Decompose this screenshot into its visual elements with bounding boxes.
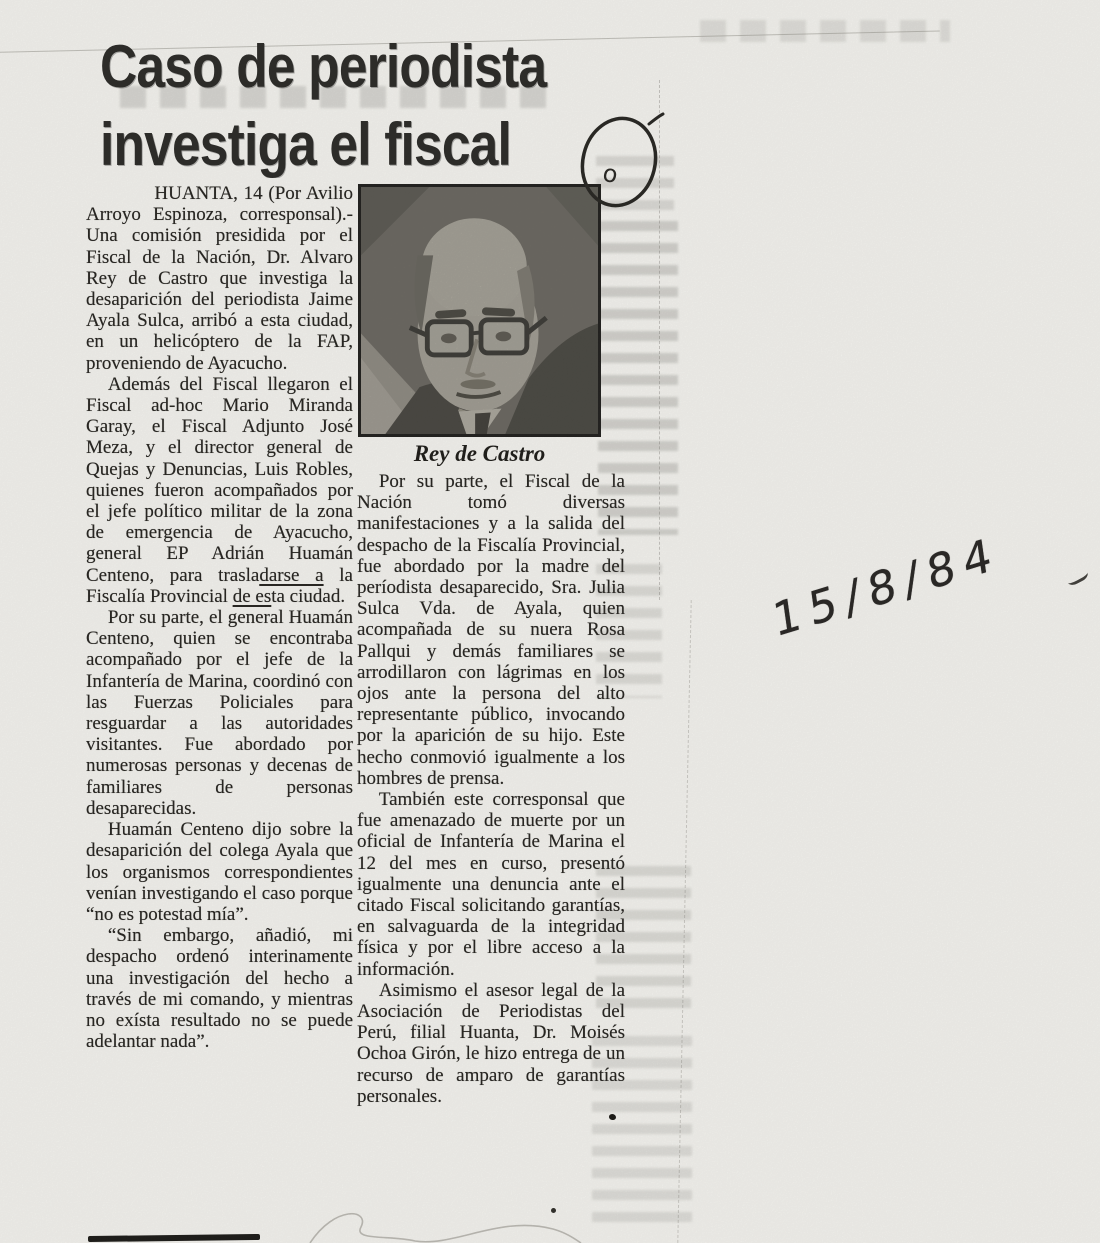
headline-line-2: investiga el fiscal bbox=[100, 111, 511, 178]
paragraph-text: la Fiscalía Provincial bbox=[86, 564, 353, 607]
headline-line-1: Caso de periodista bbox=[100, 33, 547, 100]
bleedthrough-text-fragment bbox=[596, 558, 662, 698]
article-column-2 bbox=[357, 471, 625, 1107]
ink-dot bbox=[609, 1114, 616, 1120]
photo-caption: Rey de Castro bbox=[413, 441, 546, 466]
article-column-1 bbox=[86, 183, 353, 1052]
pen-circle-letter: o bbox=[600, 158, 621, 190]
paragraph: Asimismo el asesor legal de la Asociación de Periodistas del Perú, filial Huanta, Dr. Moisés Ochoa Girón, le hizo entrega de un recurso de amparo de garantías personales. bbox=[357, 979, 625, 1107]
paragraph-dateline: HUANTA, 14 (Por Avilio Arroyo Espinoza, corresponsal).- Una comisión presidida por el Fiscal de la Nación, Dr. Alvaro Rey de Castro que investiga la desaparición del periodista Jaime Ayala Sulca, arribó a esta ciudad, en un helicóptero de la FAP, proveniendo de Ayacucho. bbox=[86, 183, 353, 374]
paragraph-text: Además del Fiscal llegaron el Fiscal ad-hoc Mario Miranda Garay, el Fiscal Adjunto José Meza, y el director general de Quejas y Denuncias, Luis Robles, quienes fueron acompañados por el jefe político militar de la zona de emergencia de Ayacucho, general EP Adrián Huamán Centeno, para trasla bbox=[86, 373, 353, 586]
pen-tick-mark bbox=[1064, 566, 1090, 588]
paragraph bbox=[86, 374, 353, 607]
bleedthrough-text-fragment bbox=[592, 1030, 692, 1230]
paragraph: Huamán Centeno dijo sobre la desaparición del colega Ayala que los organismos correspondientes venían investigando el caso porque “no es potestad mía”. bbox=[86, 819, 353, 925]
paragraph: Por su parte, el Fiscal de la Nación tomó diversas manifestaciones y a la salida del despacho de la Fiscalía Provincial, fue abordado por la madre del períodista desaparecido, Sra. Julia Sulca Vda. de Ayala, quien acompañada de su nuera Rosa Pallqui y demás familiares se arrodillaron con lágrimas en los ojos ante la persona del alto representante público, invocando por la aparición de su hijo. Este hecho conmovió igualmente a los hombres de prensa. bbox=[357, 471, 625, 789]
article-headline bbox=[100, 28, 619, 184]
bleedthrough-text-fragment bbox=[596, 860, 691, 1010]
handwritten-date: 15/8/84 bbox=[769, 525, 1004, 648]
paragraph-text: ta ciudad. bbox=[271, 585, 346, 607]
circled-pen-annotation bbox=[575, 112, 665, 212]
ink-bar-artifact bbox=[88, 1234, 260, 1242]
paragraph: “Sin embargo, añadió, mi despacho ordenó interinamente una investigación del hecho a través de mi comando, y mientras no exísta resultado no se puede adelantar nada”. bbox=[86, 925, 353, 1053]
pen-underlined-text: darse a bbox=[259, 564, 324, 586]
halftone-portrait bbox=[361, 187, 598, 434]
ink-dot bbox=[551, 1208, 556, 1213]
portrait-photo-rey-de-castro bbox=[358, 184, 601, 437]
paragraph: Por su parte, el general Huamán Centeno, quien se encontraba acompañado por el jefe de la Infantería de Marina, coordinó con las Fuerzas Policiales para resguardar a las autoridades visitantes. Fue abordado por numerosas personas y decenas de familiares de personas desaparecidas. bbox=[86, 607, 353, 819]
bleedthrough-text-fragment bbox=[598, 215, 678, 535]
paragraph: También este corresponsal que fue amenazado de muerte por un oficial de Infantería de Marina el 12 del mes en curso, presentó igualmente una denuncia ante el citado Fiscal solicitando garantías, en salvaguarda de la integridad física y por el libre acceso a la información. bbox=[357, 789, 625, 980]
pen-squiggle bbox=[295, 1195, 585, 1243]
pen-underlined-text: de es bbox=[232, 585, 272, 607]
